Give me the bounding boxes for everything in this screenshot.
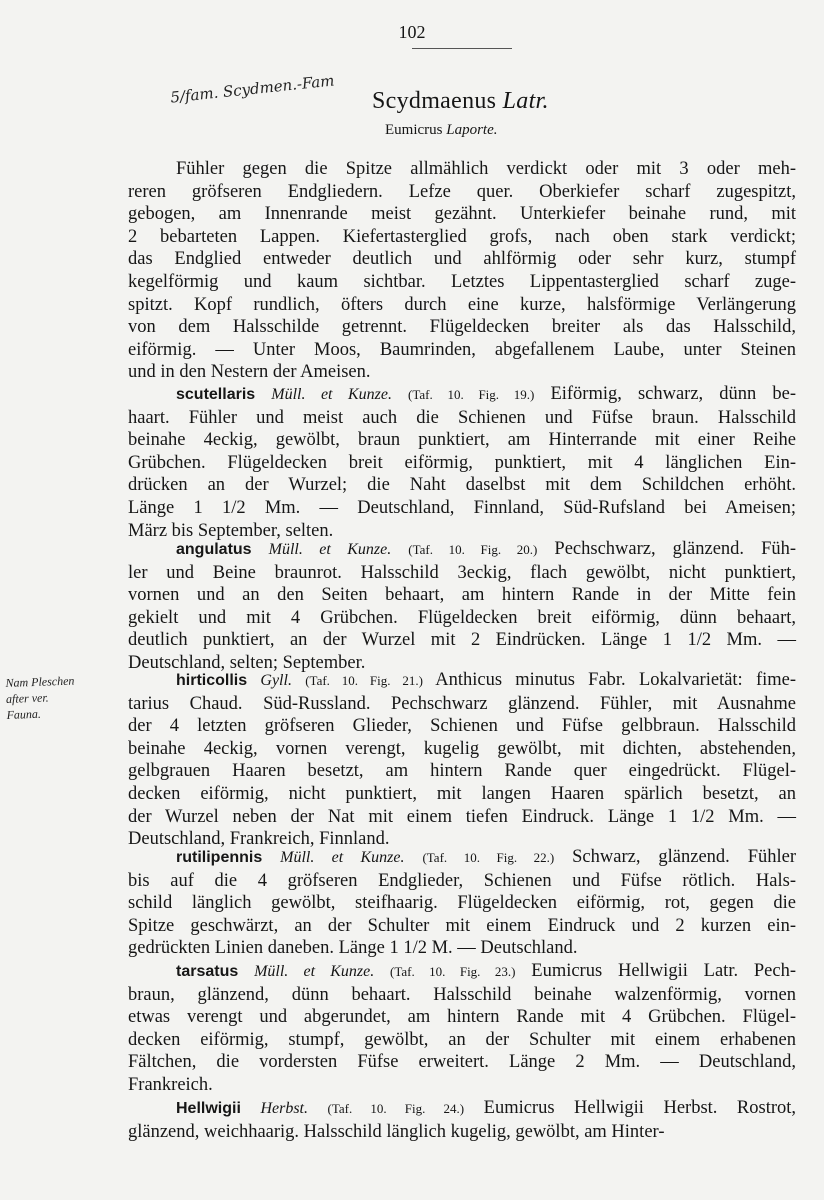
text-line: deutlich punktiert, an der Wurzel mit 2 Eindrücken. Länge 1 1/2 Mm. — — [128, 630, 796, 651]
text-line: Grübchen. Flügeldecken breit eiförmig, punktiert, mit 4 länglichen Ein- — [128, 452, 796, 473]
species-entry-rutilipennis — [128, 846, 796, 960]
species-name: angulatus — [176, 541, 252, 558]
text-line: reren gröfseren Endgliedern. Lefze quer. Oberkiefer scharf zugespitzt, — [128, 181, 796, 202]
text-line: tarius Chaud. Süd-Russland. Pechschwarz glänzend. Fühler, mit Ausnahme — [128, 693, 796, 714]
text-line: kegelförmig und kaum sichtbar. Letztes Lippentasterglied scharf zuge- — [128, 271, 796, 292]
text-line: eiförmig. — Unter Moos, Baumrinden, abgefallenem Laube, unter Steinen — [128, 339, 796, 360]
figure-reference: (Taf. 10. Fig. 21.) — [305, 673, 423, 688]
species-author: Müll. et Kunze. — [254, 963, 375, 980]
species-entry-hirticollis — [128, 669, 796, 851]
text-line: März bis September, selten. — [128, 520, 334, 541]
page-number-rule — [412, 48, 512, 49]
species-entry-hellwigii — [128, 1097, 796, 1143]
genus-description — [128, 158, 796, 384]
species-name: hirticollis — [176, 672, 248, 689]
text-line: schild länglich gewölbt, steifhaarig. Flügeldecken eiförmig, rot, gegen die — [128, 893, 796, 914]
text-line: Deutschland, Frankreich, Finnland. — [128, 829, 390, 850]
figure-reference: (Taf. 10. Fig. 23.) — [390, 964, 516, 979]
species-entry-tarsatus — [128, 960, 796, 1097]
figure-reference: (Taf. 10. Fig. 20.) — [408, 542, 538, 557]
text-line: vornen und an den Seiten behaart, am hintern Rande in der Mitte fein — [128, 585, 796, 606]
text-line: Eumicrus Hellwigii Latr. Pech- — [531, 961, 797, 981]
text-line: Spitze geschwärzt, an der Schulter mit einem Eindruck und 2 kurzen ein- — [128, 915, 796, 936]
species-author: Müll. et Kunze. — [271, 386, 392, 403]
text-line: etwas verengt und abgerundet, am hintern Rande mit 4 Grübchen. Flügel- — [128, 1007, 796, 1028]
margin-note — [5, 671, 119, 723]
text-line: Fühler gegen die Spitze allmählich verdickt oder mit 3 oder meh- — [176, 159, 796, 179]
genus-name: Scydmaenus — [372, 88, 497, 114]
species-entry-angulatus — [128, 538, 796, 675]
text-line: das Endglied entweder deutlich und ahlförmig oder sehr kurz, stumpf — [128, 249, 796, 270]
handwritten-heading: 5/fam. Scydmen.-Fam — [169, 71, 336, 107]
species-name: tarsatus — [176, 963, 239, 980]
text-line: Eiförmig, schwarz, dünn be- — [550, 384, 796, 404]
text-line: gelbgrauen Haaren besetzt, am hintern Rande quer eingedrückt. Flügel- — [128, 761, 796, 782]
subgenus-name: Eumicrus — [385, 122, 443, 138]
text-line: Deutschland, selten; September. — [128, 652, 366, 673]
text-line: der Wurzel neben der Nat mit einem tiefen Eindruck. Länge 1 1/2 Mm. — — [128, 806, 796, 827]
margin-note-line: Fauna. — [6, 706, 42, 722]
figure-reference: (Taf. 10. Fig. 22.) — [422, 850, 555, 865]
text-line: gebogen, am Innenrande meist gezähnt. Unterkiefer beinahe rund, mit — [128, 204, 796, 225]
species-first-line — [128, 538, 796, 562]
margin-note-line: after ver. — [5, 690, 49, 706]
figure-reference: (Taf. 10. Fig. 19.) — [408, 387, 535, 402]
subgenus-heading — [385, 122, 498, 139]
species-first-line — [128, 1097, 796, 1121]
margin-note-line: Nam Pleschen — [5, 673, 75, 690]
species-name: Hellwigii — [176, 1100, 241, 1117]
text-line: bis auf die 4 gröfseren Endglieder, Schienen und Füfse rötlich. Hals- — [128, 870, 796, 891]
species-first-line — [128, 383, 796, 407]
species-author: Gyll. — [260, 672, 292, 689]
text-line: Pechschwarz, glänzend. Füh- — [554, 539, 797, 559]
species-name: scutellaris — [176, 386, 256, 403]
species-author: Herbst. — [260, 1100, 308, 1117]
text-line: gekielt und mit 4 Grübchen. Flügeldecken breit eiförmig, dünn behaart, — [128, 607, 796, 628]
text-line: Anthicus minutus Fabr. Lokalvarietät: fime- — [435, 670, 797, 690]
text-line: glänzend, weichhaarig. Halsschild länglich kugelig, gewölbt, am Hinter- — [128, 1121, 665, 1142]
species-author: Müll. et Kunze. — [280, 849, 405, 866]
species-first-line — [128, 669, 796, 693]
text-line: der 4 letzten gröfseren Glieder, Schienen und Füfse gelbbraun. Halsschild — [128, 716, 796, 737]
text-line: Fältchen, die vordersten Füfse erweitert. Länge 2 Mm. — Deutschland, — [128, 1052, 796, 1073]
species-entry-scutellaris — [128, 383, 796, 542]
figure-reference: (Taf. 10. Fig. 24.) — [327, 1101, 465, 1116]
text-line: und in den Nestern der Ameisen. — [128, 362, 371, 383]
subgenus-author: Laporte. — [446, 122, 498, 138]
text-line: Länge 1 1/2 Mm. — Deutschland, Finnland, Süd-Rufsland bei Ameisen; — [128, 497, 796, 518]
species-first-line — [128, 846, 796, 870]
species-name: rutilipennis — [176, 849, 263, 866]
text-line: ler und Beine braunrot. Halsschild 3eckig, flach gewölbt, nicht punktiert, — [128, 562, 796, 583]
text-line: Eumicrus Hellwigii Herbst. Rostrot, — [483, 1098, 797, 1118]
species-author: Müll. et Kunze. — [268, 541, 392, 558]
text-line: beinahe 4eckig, gewölbt, braun punktiert, am Hinterrande mit einer Reihe — [128, 430, 796, 451]
text-line: spitzt. Kopf rundlich, öfters durch eine kurze, halsförmige Verlängerung — [128, 294, 796, 315]
genus-author: Latr. — [502, 88, 549, 114]
text-line: Schwarz, glänzend. Fühler — [572, 847, 796, 867]
text-line: decken eiförmig, stumpf, gewölbt, an der Schulter mit einem erhabenen — [128, 1029, 796, 1050]
page-number: 102 — [398, 22, 426, 42]
text-line: decken eiförmig, nicht punktiert, mit langen Haaren spärlich besetzt, an — [128, 783, 796, 804]
text-line: 2 bebarteten Lappen. Kiefertasterglied grofs, nach oben stark verdickt; — [128, 226, 796, 247]
text-line: drücken an der Wurzel; die Naht daselbst mit dem Schildchen erhöht. — [128, 475, 796, 496]
text-line: beinahe 4eckig, vornen verengt, kugelig gewölbt, mit dichten, abstehenden, — [128, 738, 796, 759]
text-line: braun, glänzend, dünn behaart. Halsschild beinahe walzenförmig, vornen — [128, 984, 796, 1005]
text-line: Frankreich. — [128, 1074, 213, 1095]
text-line: gedrückten Linien daneben. Länge 1 1/2 M. — Deutschland. — [128, 938, 578, 959]
genus-heading — [372, 88, 549, 115]
species-first-line — [128, 960, 796, 984]
text-line: haart. Fühler und meist auch die Schienen und Füfse braun. Halsschild — [128, 407, 796, 428]
text-line: von dem Halsschilde getrennt. Flügeldecken breiter als das Halsschild, — [128, 317, 796, 338]
